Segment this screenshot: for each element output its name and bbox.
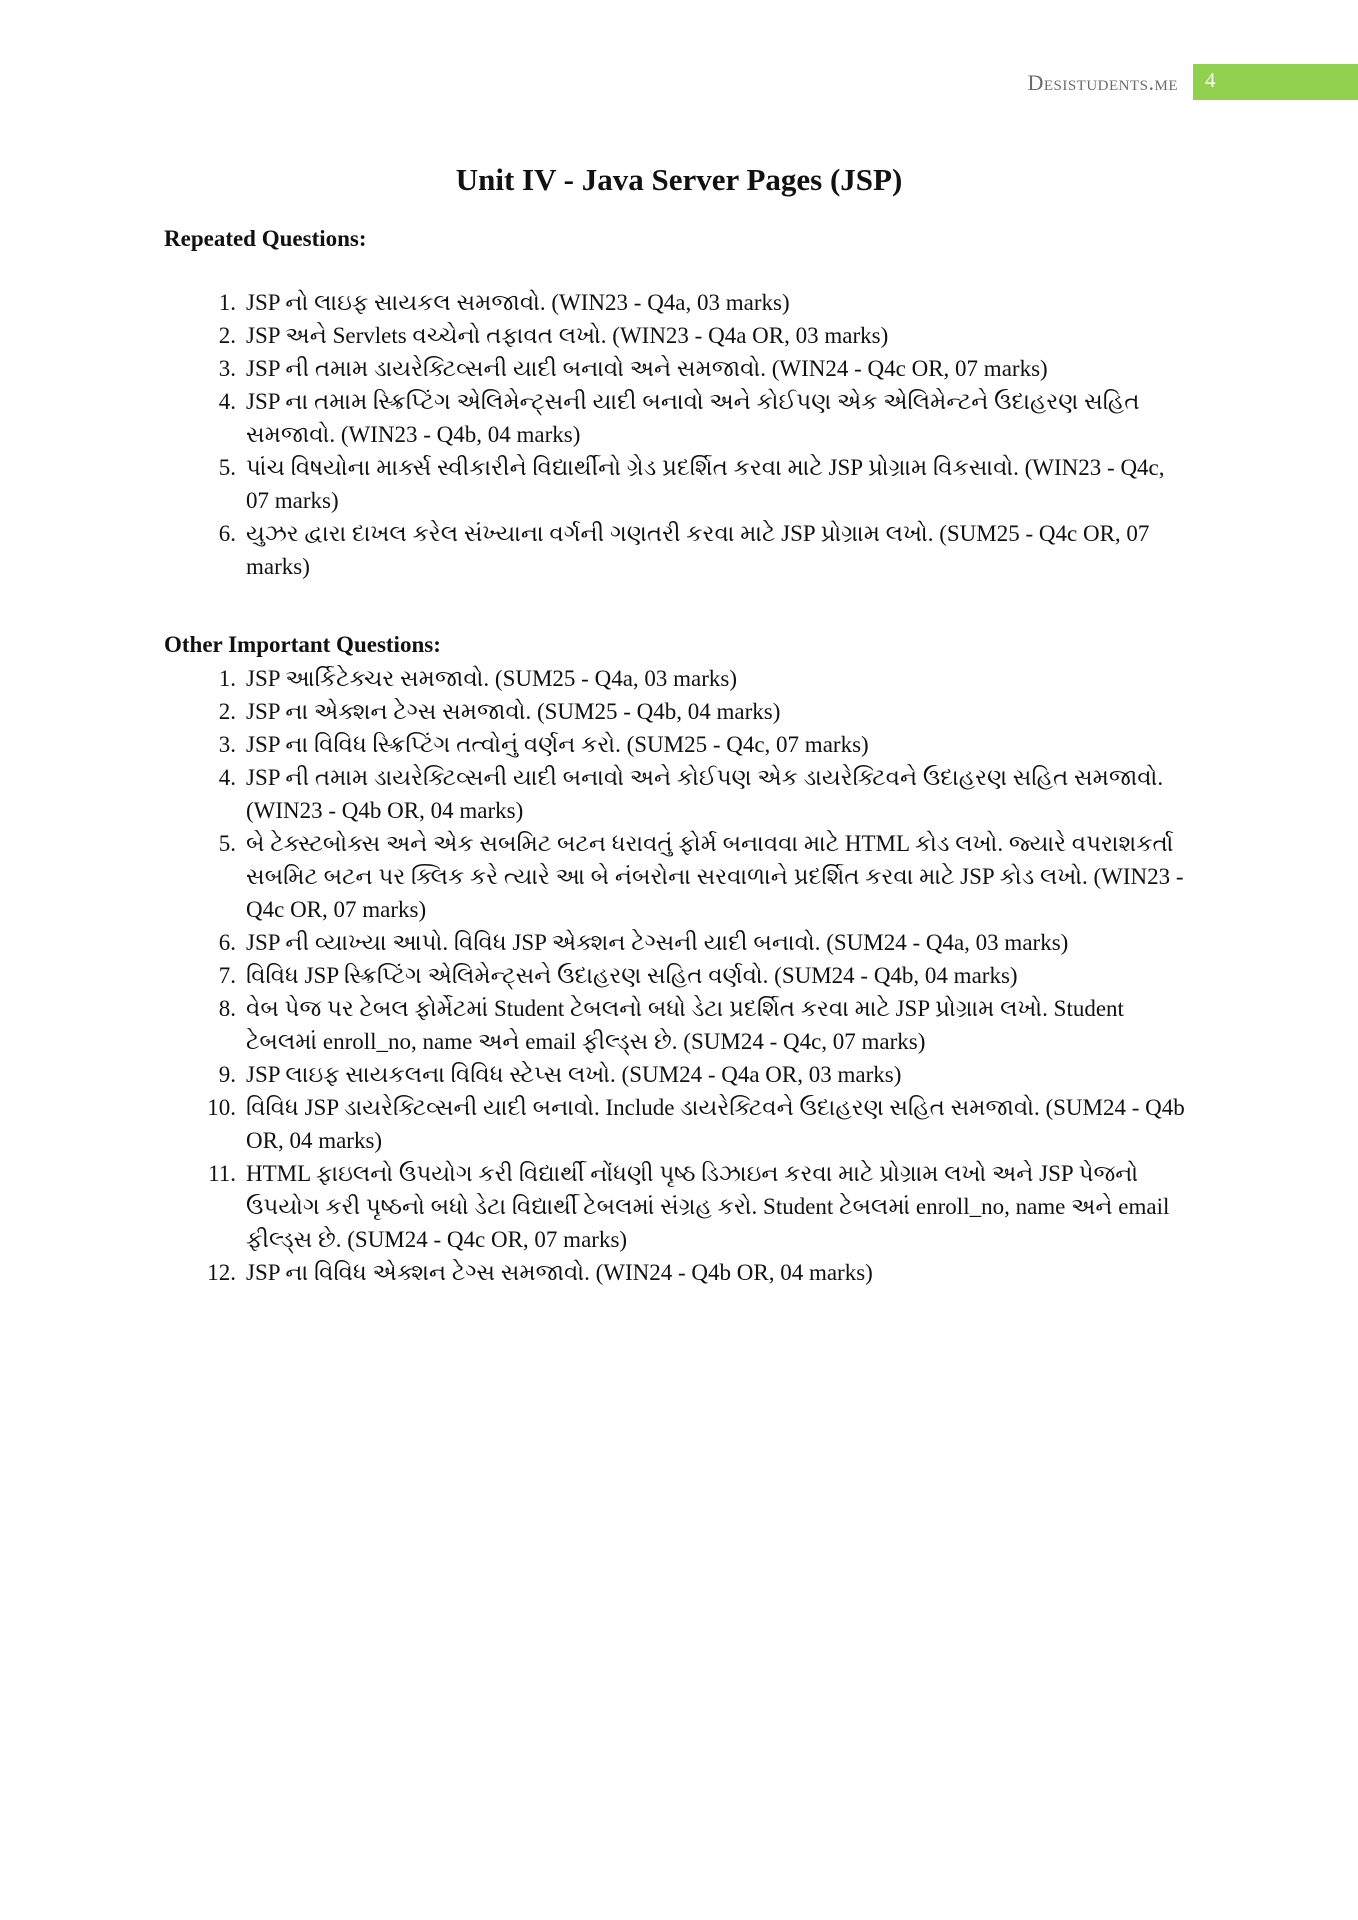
list-item: 6. JSP ની વ્યાખ્યા આપો. વિવિધ JSP એક્શન ટેગ્સની યાદી બનાવો. (SUM24 - Q4a, 03 marks) bbox=[218, 930, 1069, 955]
list-item: 1. JSP આર્કિટેક્ચર સમજાવો. (SUM25 - Q4a, 03 marks) bbox=[218, 666, 738, 691]
list-item: 6. યુઝર દ્વારા દાખલ કરેલ સંખ્યાના વર્ગની ગણતરી કરવા માટે JSP પ્રોગ્રામ લખો. (SUM25 - Q4c OR, 07 marks) bbox=[218, 521, 1150, 579]
list-item: 5. પાંચ વિષયોના માર્ક્સ સ્વીકારીને વિદ્યાર્થીનો ગ્રેડ પ્રદર્શિત કરવા માટે JSP પ્રોગ્રામ વિકસાવો. (WIN23 - Q4c, 07 marks) bbox=[218, 455, 1165, 513]
list-item: 4. JSP ની તમામ ડાયરેક્ટિવ્સની યાદી બનાવો અને કોઈપણ એક ડાયરેક્ટિવને ઉદાહરણ સહિત સમજાવો. (WIN23 - Q4b OR, 04 marks) bbox=[218, 765, 1164, 823]
list-item: 3. JSP ના વિવિધ સ્ક્રિપ્ટિંગ તત્વોનું વર્ણન કરો. (SUM25 - Q4c, 07 marks) bbox=[218, 732, 869, 757]
question-text: JSP લાઇફ સાયકલના વિવિધ સ્ટેપ્સ લખો. (SUM24 - Q4a OR, 03 marks) bbox=[246, 1062, 902, 1087]
list-item: 4. JSP ના તમામ સ્ક્રિપ્ટિંગ એલિમેન્ટ્સની યાદી બનાવો અને કોઈપણ એક એલિમેન્ટને ઉદાહરણ સહિત સમજાવો. (WIN23 - Q4b, 04 marks) bbox=[218, 389, 1140, 447]
list-item: 11. HTML ફાઇલનો ઉપયોગ કરી વિદ્યાર્થી નોંધણી પૃષ્ઠ ડિઝાઇન કરવા માટે પ્રોગ્રામ લખો અને JSP પેજનો ઉપયોગ કરી પૃષ્ઠનો બધો ડેટા વિદ્યાર્થી ટેબલમાં સંગ્રહ કરો. Student ટેબલમાં enroll_no, name અને email ફીલ્ડ્સ છે. (SUM24 - Q4c OR, 07 marks) bbox=[208, 1161, 1170, 1252]
question-text: JSP નો લાઇફ સાયકલ સમજાવો. (WIN23 - Q4a, 03 marks) bbox=[246, 290, 790, 315]
list-item: 8. વેબ પેજ પર ટેબલ ફોર્મેટમાં Student ટેબલનો બધો ડેટા પ્રદર્શિત કરવા માટે JSP પ્રોગ્રામ લખો. Student ટેબલમાં enroll_no, name અને email ફીલ્ડ્સ છે. (SUM24 - Q4c, 07 marks) bbox=[218, 996, 1124, 1054]
question-text: JSP ની વ્યાખ્યા આપો. વિવિધ JSP એક્શન ટેગ્સની યાદી બનાવો. (SUM24 - Q4a, 03 marks) bbox=[246, 930, 1069, 955]
question-text: વિવિધ JSP સ્ક્રિપ્ટિંગ એલિમેન્ટ્સને ઉદાહરણ સહિત વર્ણવો. (SUM24 - Q4b, 04 marks) bbox=[246, 963, 1018, 988]
page-number-badge bbox=[1193, 64, 1358, 100]
list-item: 12. JSP ના વિવિધ એક્શન ટેગ્સ સમજાવો. (WIN24 - Q4b OR, 04 marks) bbox=[207, 1260, 873, 1285]
question-text: HTML ફાઇલનો ઉપયોગ કરી વિદ્યાર્થી નોંધણી પૃષ્ઠ ડિઝાઇન કરવા માટે પ્રોગ્રામ લખો અને JSP પેજનો ઉપયોગ કરી પૃષ્ઠનો બધો ડેટા વિદ્યાર્થી ટેબલમાં સંગ્રહ કરો. Student ટેબલમાં enroll_no, name અને email ફીલ્ડ્સ છે. (SUM24 - Q4c OR, 07 marks) bbox=[246, 1161, 1170, 1252]
question-text: વેબ પેજ પર ટેબલ ફોર્મેટમાં Student ટેબલનો બધો ડેટા પ્રદર્શિત કરવા માટે JSP પ્રોગ્રામ લખો. Student ટેબલમાં enroll_no, name અને email ફીલ્ડ્સ છે. (SUM24 - Q4c, 07 marks) bbox=[246, 996, 1124, 1054]
list-item: 1. JSP નો લાઇફ સાયકલ સમજાવો. (WIN23 - Q4a, 03 marks) bbox=[218, 290, 790, 315]
question-text: JSP ના વિવિધ એક્શન ટેગ્સ સમજાવો. (WIN24 - Q4b OR, 04 marks) bbox=[246, 1260, 873, 1285]
list-item: 9. JSP લાઇફ સાયકલના વિવિધ સ્ટેપ્સ લખો. (SUM24 - Q4a OR, 03 marks) bbox=[218, 1062, 902, 1087]
question-text: JSP ના એક્શન ટેગ્સ સમજાવો. (SUM25 - Q4b, 04 marks) bbox=[246, 699, 781, 724]
other-questions-list bbox=[200, 662, 1190, 1289]
question-text: JSP ના વિવિધ સ્ક્રિપ્ટિંગ તત્વોનું વર્ણન કરો. (SUM25 - Q4c, 07 marks) bbox=[246, 732, 869, 757]
list-item: 2. JSP અને Servlets વચ્ચેનો તફાવત લખો. (WIN23 - Q4a OR, 03 marks) bbox=[218, 323, 889, 348]
page-title: Unit IV - Java Server Pages (JSP) bbox=[455, 162, 903, 197]
list-item: 10. વિવિધ JSP ડાયરેક્ટિવ્સની યાદી બનાવો. Include ડાયરેક્ટિવને ઉદાહરણ સહિત સમજાવો. (SUM24 - Q4b OR, 04 marks) bbox=[207, 1095, 1185, 1153]
question-text: JSP ની તમામ ડાયરેક્ટિવ્સની યાદી બનાવો અને કોઈપણ એક ડાયરેક્ટિવને ઉદાહરણ સહિત સમજાવો. (WIN23 - Q4b OR, 04 marks) bbox=[246, 765, 1164, 823]
question-text: JSP અને Servlets વચ્ચેનો તફાવત લખો. (WIN23 - Q4a OR, 03 marks) bbox=[246, 323, 889, 348]
list-item: 5. બે ટેક્સ્ટબોક્સ અને એક સબમિટ બટન ધરાવતું ફોર્મ બનાવવા માટે HTML કોડ લખો. જ્યારે વપરાશકર્તા સબમિટ બટન પર ક્લિક કરે ત્યારે આ બે નંબરોના સરવાળાને પ્રદર્શિત કરવા માટે JSP કોડ લખો. (WIN23 - Q4c OR, 07 marks) bbox=[218, 831, 1184, 922]
question-text: JSP ના તમામ સ્ક્રિપ્ટિંગ એલિમેન્ટ્સની યાદી બનાવો અને કોઈપણ એક એલિમેન્ટને ઉદાહરણ સહિત સમજાવો. (WIN23 - Q4b, 04 marks) bbox=[246, 389, 1140, 447]
question-text: વિવિધ JSP ડાયરેક્ટિવ્સની યાદી બનાવો. Include ડાયરેક્ટિવને ઉદાહરણ સહિત સમજાવો. (SUM24 - Q4b OR, 04 marks) bbox=[246, 1095, 1185, 1153]
section-heading-other: Other Important Questions: bbox=[164, 632, 441, 657]
section-heading-repeated: Repeated Questions: bbox=[164, 226, 367, 251]
list-item: 7. વિવિધ JSP સ્ક્રિપ્ટિંગ એલિમેન્ટ્સને ઉદાહરણ સહિત વર્ણવો. (SUM24 - Q4b, 04 marks) bbox=[218, 963, 1018, 988]
question-text: યુઝર દ્વારા દાખલ કરેલ સંખ્યાના વર્ગની ગણતરી કરવા માટે JSP પ્રોગ્રામ લખો. (SUM25 - Q4c OR, 07 marks) bbox=[246, 521, 1150, 579]
question-text: JSP આર્કિટેક્ચર સમજાવો. (SUM25 - Q4a, 03 marks) bbox=[246, 666, 738, 691]
repeated-questions-list bbox=[200, 286, 1190, 583]
question-text: બે ટેક્સ્ટબોક્સ અને એક સબમિટ બટન ધરાવતું ફોર્મ બનાવવા માટે HTML કોડ લખો. જ્યારે વપરાશકર્તા સબમિટ બટન પર ક્લિક કરે ત્યારે આ બે નંબરોના સરવાળાને પ્રદર્શિત કરવા માટે JSP કોડ લખો. (WIN23 - Q4c OR, 07 marks) bbox=[246, 831, 1184, 922]
list-item: 2. JSP ના એક્શન ટેગ્સ સમજાવો. (SUM25 - Q4b, 04 marks) bbox=[218, 699, 781, 724]
question-text: JSP ની તમામ ડાયરેક્ટિવ્સની યાદી બનાવો અને સમજાવો. (WIN24 - Q4c OR, 07 marks) bbox=[246, 356, 1048, 381]
question-text: પાંચ વિષયોના માર્ક્સ સ્વીકારીને વિદ્યાર્થીનો ગ્રેડ પ્રદર્શિત કરવા માટે JSP પ્રોગ્રામ વિકસાવો. (WIN23 - Q4c, 07 marks) bbox=[246, 455, 1165, 513]
list-item: 3. JSP ની તમામ ડાયરેક્ટિવ્સની યાદી બનાવો અને સમજાવો. (WIN24 - Q4c OR, 07 marks) bbox=[218, 356, 1048, 381]
page-number: 4 bbox=[1205, 68, 1216, 92]
site-name: Desistudents.me bbox=[1027, 70, 1178, 95]
